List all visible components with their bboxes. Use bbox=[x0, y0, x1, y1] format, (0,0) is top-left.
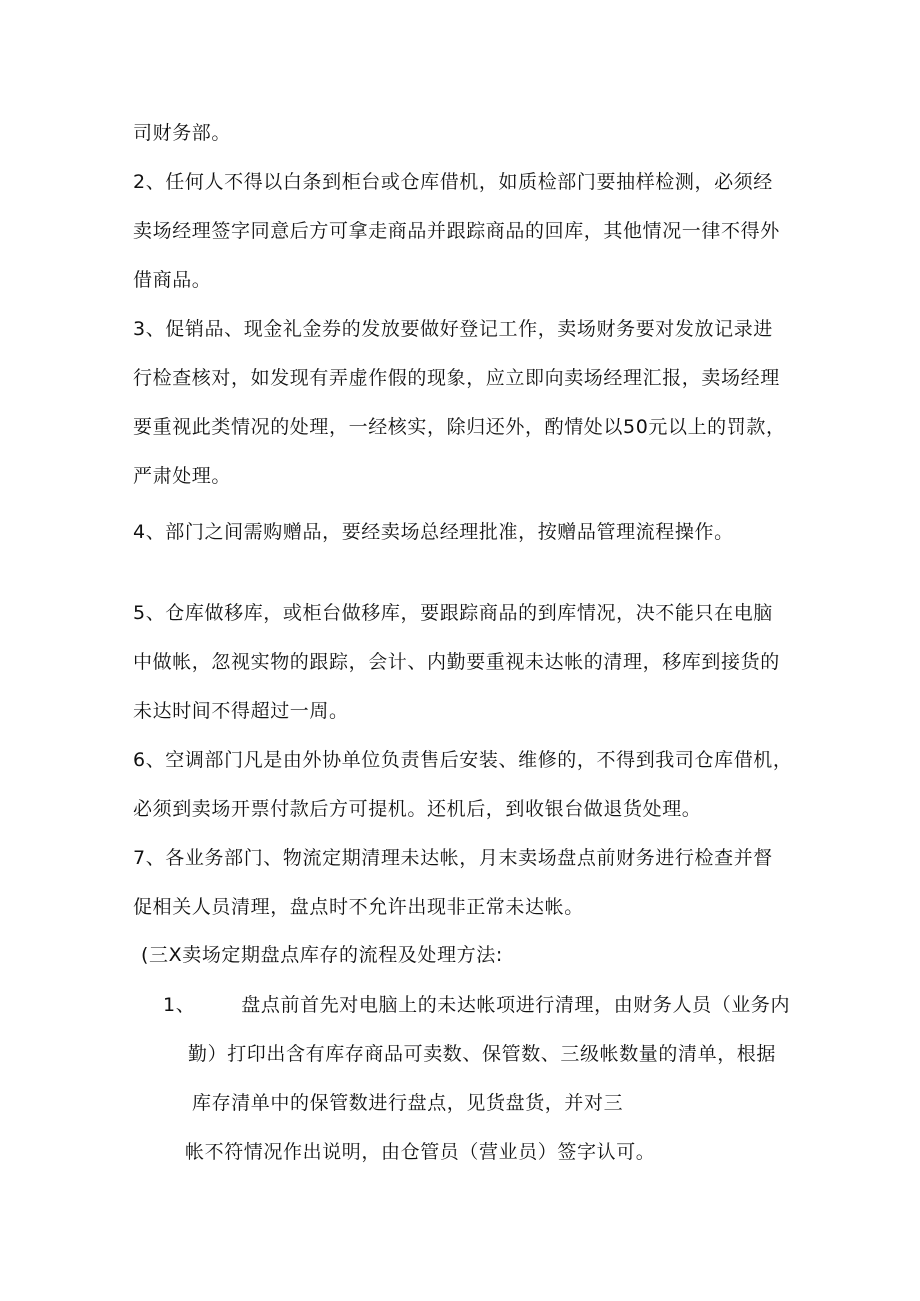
section-heading: (三X卖场定期盘点库存的流程及处理方法: bbox=[141, 944, 503, 966]
list-item-first-line bbox=[163, 993, 790, 1017]
text-line: 6、空调部门凡是由外协单位负责售后安装、维修的，不得到我司仓库借机， bbox=[133, 749, 793, 771]
text-line: 勤）打印出含有库存商品可卖数、保管数、三级帐数量的清单，根据 bbox=[188, 1043, 777, 1065]
text-line: 7、各业务部门、物流定期清理未达帐，月末卖场盘点前财务进行检查并督 bbox=[133, 847, 773, 869]
text-line: 3、促销品、现金礼金券的发放要做好登记工作，卖场财务要对发放记录进 bbox=[133, 318, 773, 340]
text-line: 2、任何人不得以白条到柜台或仓库借机，如质检部门要抽样检测，必须经 bbox=[133, 171, 773, 193]
text-line: 司财务部。 bbox=[133, 122, 232, 144]
text-line: 4、部门之间需购赠品，要经卖场总经理批准，按赠品管理流程操作。 bbox=[133, 521, 734, 543]
text-line: 行检查核对，如发现有弄虚作假的现象，应立即向卖场经理汇报，卖场经理 bbox=[133, 367, 780, 389]
text-line: 中做帐，忽视实物的跟踪，会计、内勤要重视未达帐的清理，移库到接货的 bbox=[133, 651, 780, 673]
text-line: 帐不符情况作出说明，由仓管员（营业员）签字认可。 bbox=[185, 1141, 656, 1163]
text-line: 借商品。 bbox=[133, 269, 212, 291]
list-item-text: 盘点前首先对电脑上的未达帐项进行清理，由财务人员（业务内 bbox=[241, 994, 791, 1016]
text-line: 必须到卖场开票付款后方可提机。还机后，到收银台做退货处理。 bbox=[133, 798, 702, 820]
text-line: 5、仓库做移库，或柜台做移库，要跟踪商品的到库情况，决不能只在电脑 bbox=[133, 602, 773, 624]
list-item-number: 1、 bbox=[163, 994, 196, 1016]
text-line: 未达时间不得超过一周。 bbox=[133, 700, 349, 722]
text-line: 严肃处理。 bbox=[133, 465, 232, 487]
text-line: 卖场经理签字同意后方可拿走商品并跟踪商品的回库，其他情况一律不得外 bbox=[133, 220, 780, 242]
text-line: 库存清单中的保管数进行盘点，见货盘货，并对三 bbox=[192, 1092, 624, 1114]
text-line: 要重视此类情况的处理，一经核实，除归还外，酌情处以50元以上的罚款， bbox=[133, 416, 786, 438]
text-line: 促相关人员清理，盘点时不允许出现非正常未达帐。 bbox=[133, 896, 584, 918]
